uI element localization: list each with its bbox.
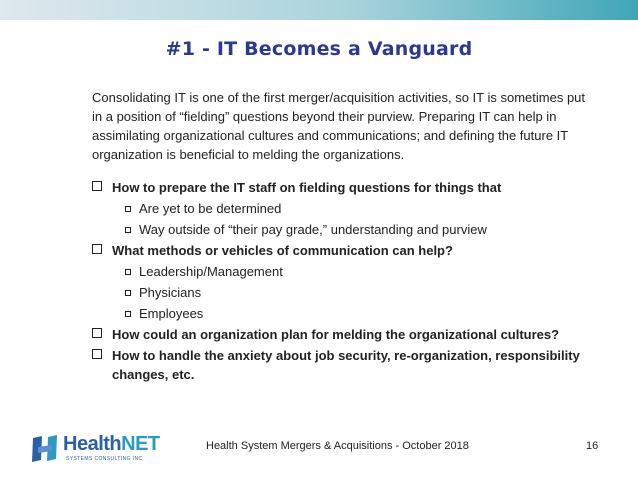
- logo-wordmark: [63, 433, 160, 456]
- bullet-text: How to prepare the IT staff on fielding questions for things that: [112, 180, 502, 195]
- sub-bullet: [92, 283, 592, 302]
- checkbox-bullet-icon: [92, 328, 102, 338]
- small-square-bullet-icon: [125, 227, 131, 233]
- sub-bullet-text: Employees: [139, 306, 204, 321]
- sub-bullet-text: Way outside of “their pay grade,” understanding and purview: [139, 222, 487, 237]
- small-square-bullet-icon: [125, 269, 131, 275]
- bullet-4: [92, 346, 592, 384]
- logo-tagline: SYSTEMS CONSULTING INC: [66, 456, 143, 462]
- bullet-3: [92, 325, 592, 344]
- slide-body: [92, 88, 592, 386]
- bullet-2: [92, 241, 592, 260]
- checkbox-bullet-icon: [92, 349, 102, 359]
- intro-paragraph: Consolidating IT is one of the first merger/acquisition activities, so IT is sometimes put in a position of “fielding” questions beyond their purview. Preparing IT can help in assimilating organizational cultures and communications; and defining the future IT organization is beneficial to melding the organizations.: [92, 90, 586, 162]
- bullet-text: How to handle the anxiety about job security, re-organization, responsibility changes, etc.: [112, 348, 580, 382]
- sub-bullet-text: Are yet to be determined: [139, 201, 282, 216]
- sub-bullet: [92, 199, 592, 218]
- sub-bullet-text: Physicians: [139, 285, 202, 300]
- bullet-text: What methods or vehicles of communication can help?: [112, 243, 453, 258]
- logo-name-health: Health: [63, 433, 122, 455]
- bullet-text: How could an organization plan for melding the organizational cultures?: [112, 327, 560, 342]
- footer-text: Health System Mergers & Acquisitions - October 2018: [206, 440, 469, 452]
- small-square-bullet-icon: [125, 206, 131, 212]
- small-square-bullet-icon: [125, 311, 131, 317]
- sub-bullet: [92, 304, 592, 323]
- header-band: [0, 0, 638, 20]
- slide-title: #1 - IT Becomes a Vanguard: [165, 38, 473, 60]
- sub-bullet: [92, 262, 592, 281]
- page-number: 16: [586, 440, 599, 452]
- healthnet-h-icon: [30, 434, 60, 464]
- bullet-1: [92, 178, 592, 197]
- checkbox-bullet-icon: [92, 244, 102, 254]
- small-square-bullet-icon: [125, 290, 131, 296]
- checkbox-bullet-icon: [92, 181, 102, 191]
- sub-bullet: [92, 220, 592, 239]
- healthnet-logo: [30, 432, 200, 466]
- logo-name-net: NET: [121, 433, 160, 455]
- sub-bullet-text: Leadership/Management: [139, 264, 283, 279]
